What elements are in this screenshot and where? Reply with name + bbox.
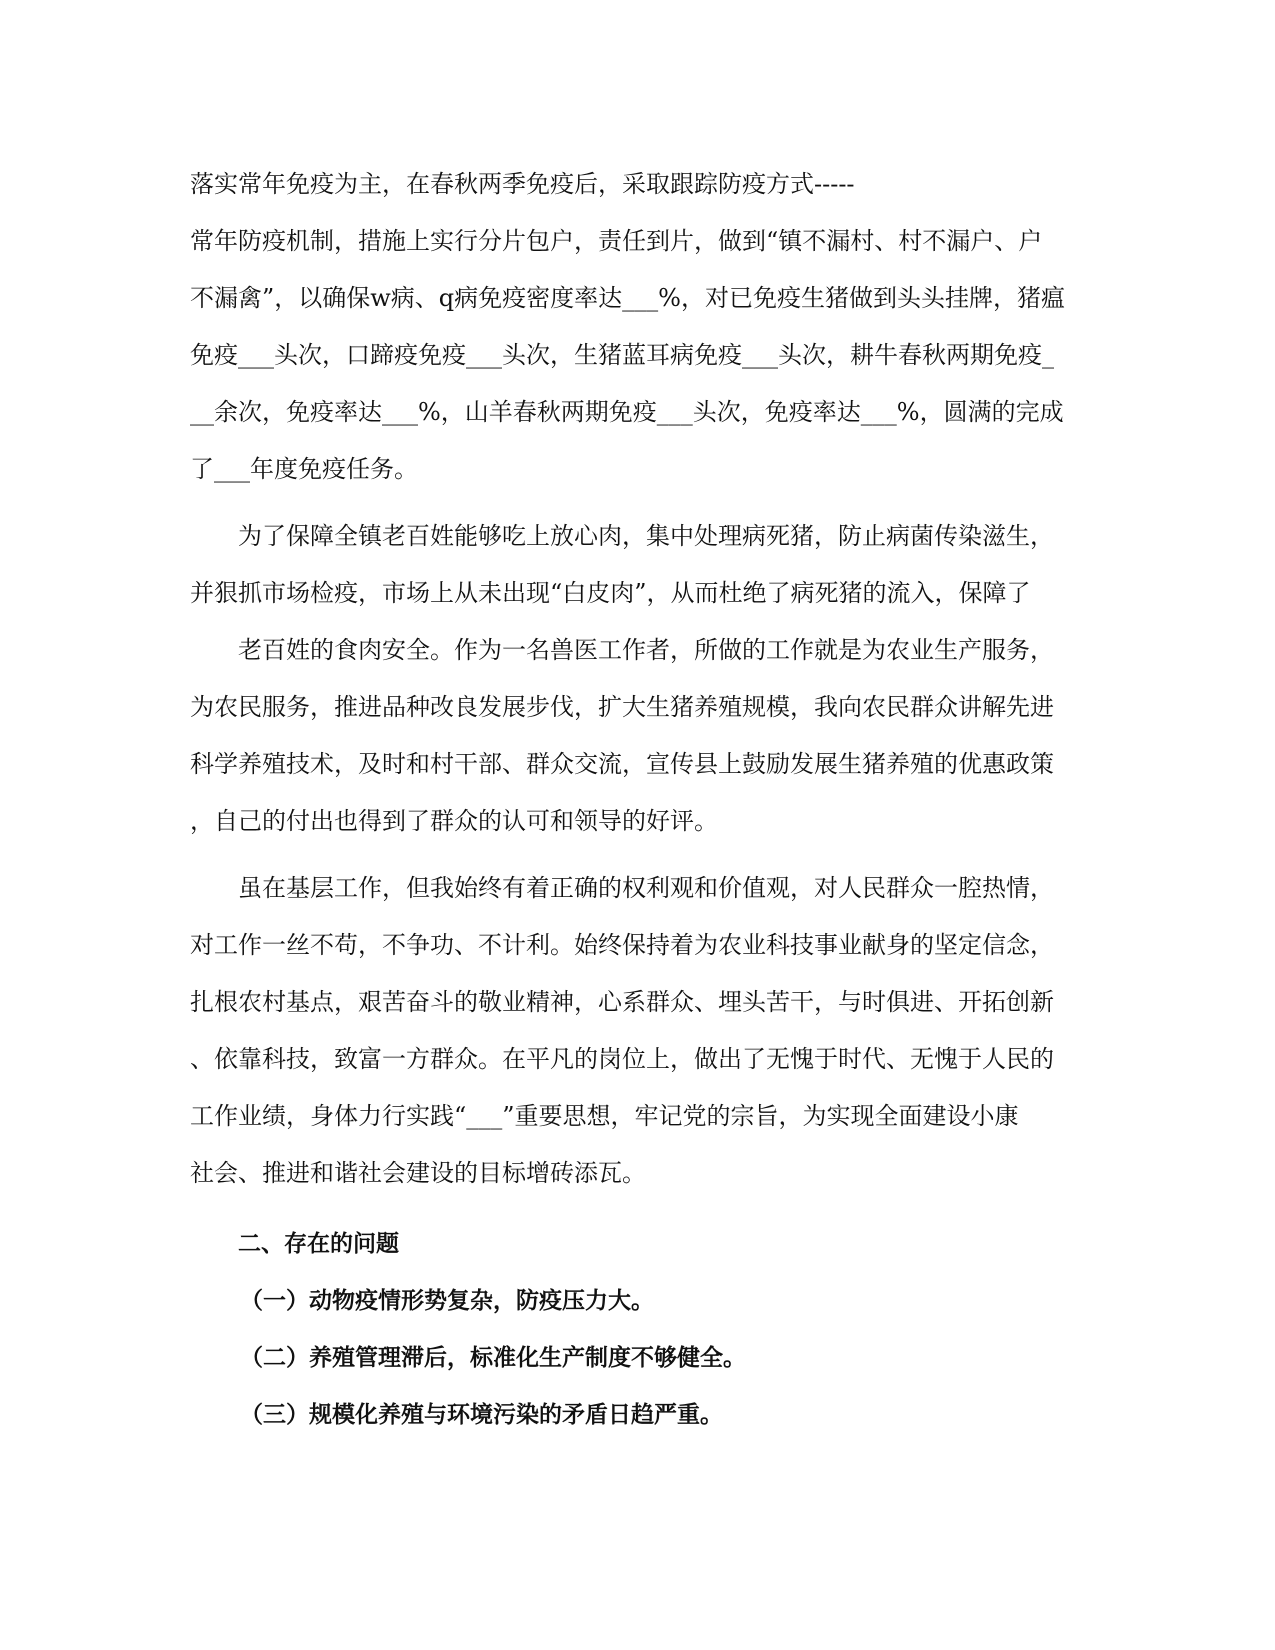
text-line: 为农民服务，推进品种改良发展步伐，扩大生猪养殖规模，我向农民群众讲解先进	[190, 693, 1054, 721]
problem-item: （二）养殖管理滞后，标准化生产制度不够健全。	[240, 1345, 746, 1371]
text-line: 扎根农村基点，艰苦奋斗的敬业精神，心系群众、埋头苦干，与时俱进、开拓创新	[190, 988, 1054, 1016]
text-line: 对工作一丝不苟，不争功、不计利。始终保持着为农业科技事业献身的坚定信念，	[190, 931, 1054, 959]
text-line: __余次，免疫率达___%，山羊春秋两期免疫___头次，免疫率达___%，圆满的完成	[190, 398, 1064, 426]
text-line: 免疫___头次，口蹄疫免疫___头次，生猪蓝耳病免疫___头次，耕牛春秋两期免疫_	[190, 341, 1054, 369]
section-heading: 二、存在的问题	[238, 1231, 399, 1257]
text-line: 了___年度免疫任务。	[190, 455, 418, 483]
problem-item: （一）动物疫情形势复杂，防疫压力大。	[240, 1288, 654, 1314]
text-line: 科学养殖技术，及时和村干部、群众交流，宣传县上鼓励发展生猪养殖的优惠政策	[190, 750, 1054, 778]
text-line: 社会、推进和谐社会建设的目标增砖添瓦。	[190, 1159, 646, 1187]
text-line: 老百姓的食肉安全。作为一名兽医工作者，所做的工作就是为农业生产服务，	[238, 636, 1054, 664]
text-line: 、依靠科技，致富一方群众。在平凡的岗位上，做出了无愧于时代、无愧于人民的	[190, 1045, 1054, 1073]
text-line: 工作业绩，身体力行实践“___”重要思想，牢记党的宗旨，为实现全面建设小康	[190, 1102, 1019, 1130]
paragraph-start: 为了保障全镇老百姓能够吃上放心肉，集中处理病死猪，防止病菌传染滋生，	[238, 522, 1054, 550]
text-line: 落实常年免疫为主，在春秋两季免疫后，采取跟踪防疫方式-----	[190, 170, 855, 198]
paragraph-start: 虽在基层工作，但我始终有着正确的权利观和价值观，对人民群众一腔热情，	[238, 874, 1054, 902]
text-line: 常年防疫机制，措施上实行分片包户，责任到片，做到“镇不漏村、村不漏户、户	[190, 227, 1043, 255]
text-line: 不漏禽”，以确保w病、q病免疫密度率达___%，对已免疫生猪做到头头挂牌，猪瘟	[190, 284, 1065, 312]
problem-item: （三）规模化养殖与环境污染的矛盾日趋严重。	[240, 1402, 723, 1428]
text-line: 并狠抓市场检疫，市场上从未出现“白皮肉”，从而杜绝了病死猪的流入，保障了	[190, 579, 1031, 607]
text-line: ，自己的付出也得到了群众的认可和领导的好评。	[190, 807, 718, 835]
